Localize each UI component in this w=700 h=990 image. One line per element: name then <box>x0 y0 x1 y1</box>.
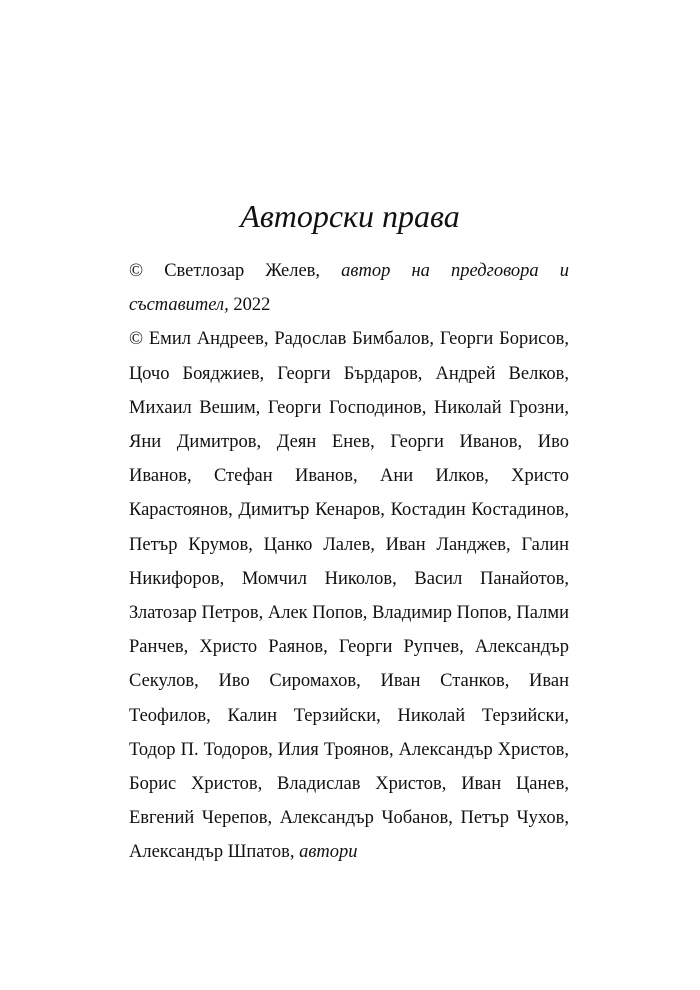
authors-copyright <box>129 322 569 869</box>
authors-role: автори <box>299 842 358 863</box>
authors-list: © Емил Андреев, Радослав Бимбалов, Георги Борисов, Цочо Бояджиев, Георги Бърдаров, Андрей Велков, Михаил Вешим, Георги Господинов, Николай Грозни, Яни Димитров, Деян Енев, Георги Иванов, Иво Иванов, Стефан Иванов, Ани Илков, Христо Карастоянов, Димитър Кенаров, Костадин Костадинов, Петър Крумов, Цанко Лалев, Иван Ланджев, Галин Никифоров, Момчил Николов, Васил Панайотов, Златозар Петров, Алек Попов, Владимир Попов, Палми Ранчев, Христо Раянов, Георги Рупчев, Александър Секулов, Иво Сиромахов, Иван Станков, Иван Теофилов, Калин Терзийски, Николай Терзийски, Тодор П. Тодоров, Илия Троянов, Александър Христов, Борис Христов, Владислав Христов, Иван Цанев, Евгений Черепов, Александър Чобанов, Петър Чухов, Александър Шпатов, <box>129 329 569 863</box>
page-title: Авторски права <box>240 198 460 234</box>
copyright-block <box>129 254 569 870</box>
compiler-role: автор на предговора и съставител <box>129 261 570 316</box>
compiler-copyright-year: , 2022 <box>224 295 271 316</box>
compiler-copyright <box>129 254 569 322</box>
compiler-copyright-prefix: © Светлозар Желев, <box>129 261 342 281</box>
